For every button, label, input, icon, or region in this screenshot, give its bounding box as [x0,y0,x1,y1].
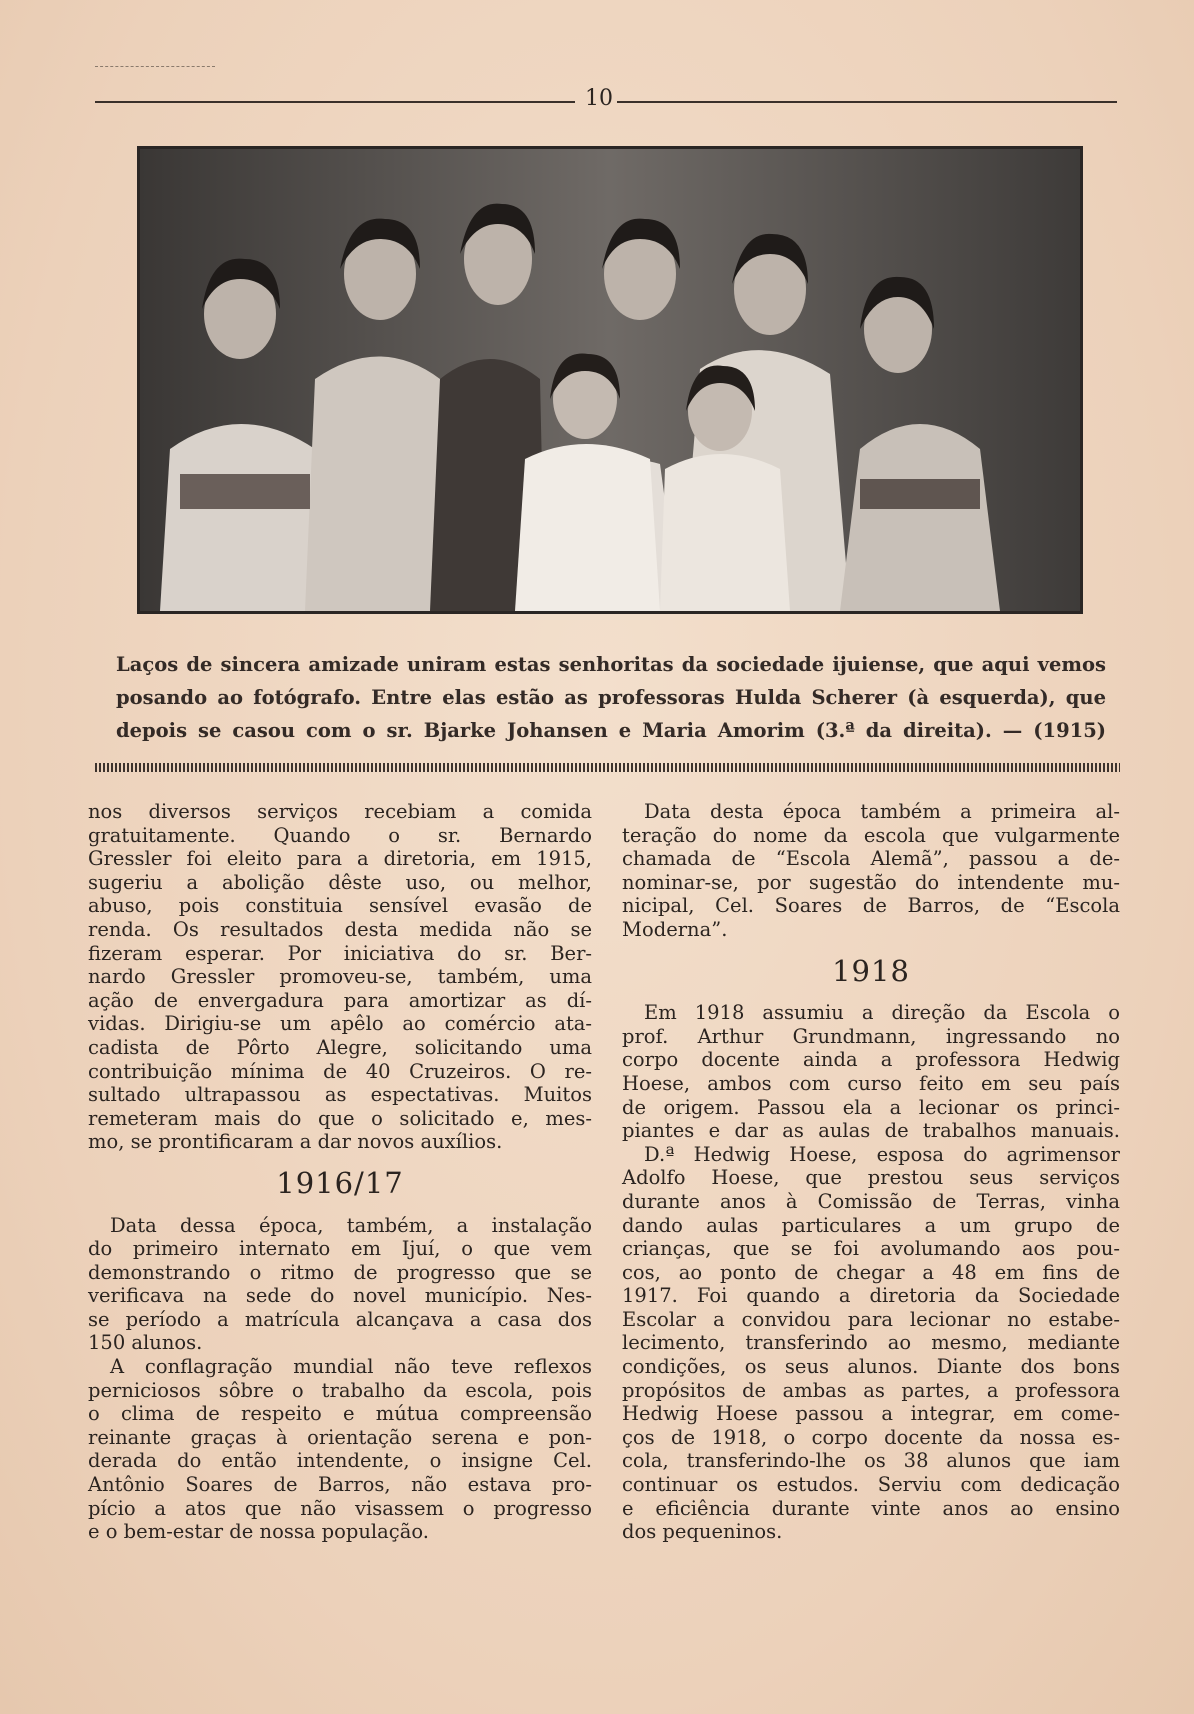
text-line: ços de 1918, o corpo docente da nossa es- [622,1425,1120,1449]
section-heading: 1916/17 [276,1165,404,1200]
text-line: o clima de respeito e mútua compreensão [88,1402,592,1426]
caption-line: depois se casou com o sr. Bjarke Johansen e Maria Amorim (3.ª da direita). — (1915) [116,719,1106,742]
text-line: cos, ao ponto de chegar a 48 em fins de [622,1260,1120,1284]
text-line: cadista de Pôrto Alegre, solicitando uma [88,1035,592,1059]
text-line: teração do nome da escola que vulgarmente [622,823,1120,847]
text-line: sugeriu a abolição dêste uso, ou melhor, [88,870,592,894]
text-line: e eficiência durante vinte anos ao ensino [622,1496,1120,1520]
paragraph [622,1143,1120,1167]
header-rule-right [617,101,1117,103]
text-line: crianças, que se foi avolumando aos pou- [622,1237,1120,1261]
text-line: sultado ultrapassou as espectativas. Muitos [88,1083,592,1107]
header-rule-left [95,101,575,103]
text-line: nos diversos serviços recebiam a comida [88,800,592,823]
text-line: nicipal, Cel. Soares de Barros, de “Escola [622,894,1120,918]
paragraph [88,1355,592,1379]
text-line: propósitos de ambas as partes, a professora [622,1378,1120,1402]
paragraph [622,1001,1120,1025]
text-line: piantes e dar as aulas de trabalhos manuais. [622,1119,1120,1143]
text-line: Moderna”. [622,917,728,941]
paragraph [88,1379,592,1544]
text-line: 150 alunos. [88,1331,203,1355]
text-line: abuso, pois constituia sensível evasão de [88,894,592,918]
text-line: cola, transferindo-lhe os 38 alunos que iam [622,1449,1120,1473]
right-column [622,800,1120,1544]
paragraph [88,1237,592,1355]
text-line: A conflagração mundial não teve reflexos [110,1355,592,1379]
top-edge-mark [95,66,215,67]
paragraph [88,800,592,1154]
group-photograph [137,146,1083,614]
text-line: verificava na sede do novel município. Nes- [88,1284,592,1308]
text-line: dando aulas particulares a um grupo de [622,1213,1120,1237]
left-column [88,800,592,1544]
text-line: reinante graças à orientação serena e pon- [88,1425,592,1449]
text-line: Antônio Soares de Barros, não estava pro- [88,1473,592,1497]
text-line: contribuição mínima de 40 Cruzeiros. O re- [88,1059,592,1083]
text-line: corpo docente ainda a professora Hedwig [622,1048,1120,1072]
text-line: Adolfo Hoese, que prestou seus serviços [622,1166,1120,1190]
text-line: de origem. Passou ela a lecionar os princi- [622,1095,1120,1119]
text-line: mo, se prontificaram a dar novos auxílios. [88,1130,503,1154]
text-line: demonstrando o ritmo de progresso que se [88,1260,592,1284]
text-line: nominar-se, por sugestão do intendente mu- [622,870,1120,894]
text-line: renda. Os resultados desta medida não se [88,917,592,941]
text-line: 1917. Foi quando a diretoria da Sociedade [622,1284,1120,1308]
text-line: Data desta época também a primeira al- [644,800,1120,823]
text-line: dos pequeninos. [622,1520,783,1544]
caption-line: posando ao fotógrafo. Entre elas estão as professoras Hulda Scherer (à esquerda), que [116,686,1106,709]
text-line: D.ª Hedwig Hoese, esposa do agrimensor [644,1142,1120,1166]
page-number: 10 [585,86,613,111]
paragraph [622,800,1120,824]
text-line: durante anos à Comissão de Terras, vinha [622,1189,1120,1213]
text-line: derada do então intendente, o insigne Cel. [88,1449,592,1473]
text-line: Hoese, ambos com curso feito em seu país [622,1071,1120,1095]
text-line: fizeram esperar. Por iniciativa do sr. Ber- [88,941,592,965]
text-line: perniciosos sôbre o trabalho da escola, pois [88,1378,592,1402]
text-line: lecimento, transferindo ao mesmo, mediante [622,1331,1120,1355]
text-line: pício a atos que não visassem o progresso [88,1496,592,1520]
text-line: continuar os estudos. Serviu com dedicação [622,1473,1120,1497]
text-line: prof. Arthur Grundmann, ingressando no [622,1024,1120,1048]
section-heading: 1918 [832,953,910,988]
paragraph [88,1214,592,1238]
text-line: ação de envergadura para amortizar as dí- [88,988,592,1012]
text-line: Gressler foi eleito para a diretoria, em 1915, [88,847,592,871]
paragraph [622,824,1120,942]
text-line: Escolar a convidou para lecionar no estabe- [622,1307,1120,1331]
paragraph [622,1025,1120,1143]
text-line: do primeiro internato em Ijuí, o que vem [88,1237,592,1261]
caption-line: Laços de sincera amizade uniram estas senhoritas da sociedade ijuiense, que aqui vemos [116,653,1106,676]
text-line: se período a matrícula alcançava a casa dos [88,1307,592,1331]
dotted-divider [95,763,1120,772]
text-line: e o bem-estar de nossa população. [88,1520,429,1544]
text-line: Em 1918 assumiu a direção da Escola o [644,1001,1120,1025]
text-line: vidas. Dirigiu-se um apêlo ao comércio ata- [88,1012,592,1036]
text-line: gratuitamente. Quando o sr. Bernardo [88,823,592,847]
text-line: remeteram mais do que o solicitado e, mes- [88,1106,592,1130]
page-header [95,86,1117,116]
photo-caption [116,648,1106,747]
paragraph [622,1166,1120,1544]
text-line: Hedwig Hoese passou a integrar, em come- [622,1402,1120,1426]
text-line: condições, os seus alunos. Diante dos bons [622,1355,1120,1379]
text-line: nardo Gressler promoveu-se, também, uma [88,965,592,989]
text-line: chamada de “Escola Alemã”, passou a de- [622,847,1120,871]
text-line: Data dessa época, também, a instalação [110,1213,592,1237]
